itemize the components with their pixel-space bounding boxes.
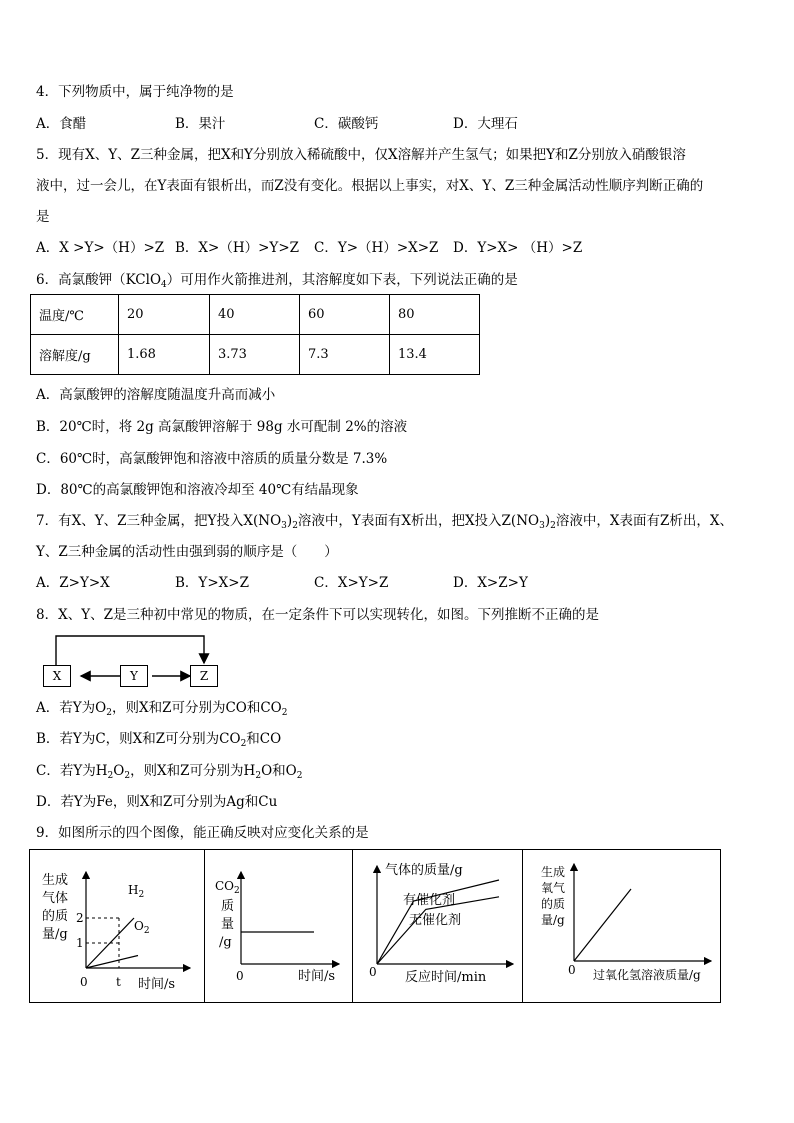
q7-stem-line1: 7．有X、Y、Z三种金属，把Y投入$X(NO_3)_2$溶液中，Y表面有X析出，把X投入$Z(NO_3)_2$溶液中，X表面有Z析出，X、: [36, 513, 733, 531]
q5-option-a: A．X >Y>（H）>Z: [36, 240, 165, 256]
q7-option-b: B．Y>X>Z: [175, 575, 249, 591]
graph2-ylabel-3: /g: [219, 935, 232, 950]
solubility-table: [30, 294, 480, 375]
q5-option-d: D．Y>X> （H）>Z: [453, 240, 583, 256]
graph3-ylabel: 气体的质量/g: [385, 863, 463, 878]
table-row: [31, 295, 480, 335]
q5-stem-line3: 是: [36, 209, 50, 225]
graph-4: [523, 850, 722, 1004]
q7-stem-line2: Y、Z三种金属的活动性由强到弱的顺序是（ ）: [36, 544, 338, 560]
diagram-box-y: Y: [120, 665, 148, 687]
q5-option-b: B．X>（H）>Y>Z: [175, 240, 300, 256]
q5-options: [36, 239, 582, 257]
table-cell: 3.73: [210, 335, 300, 375]
x-axis-label: 反应时间/min: [405, 970, 487, 985]
q8-option-a: A．若Y为$O_2$，则X和Z可分别为CO和$CO_2$: [36, 700, 288, 718]
h2-label: $H_2$: [128, 883, 145, 900]
table-cell: 7.3: [300, 335, 390, 375]
svg-text:气体: 气体: [42, 891, 69, 906]
q9-stem: 9．如图所示的四个图像，能正确反映对应变化关系的是: [36, 825, 369, 841]
q4-stem: 4．下列物质中，属于纯净物的是: [36, 84, 234, 100]
o2-label: $O_2$: [134, 919, 150, 936]
q7-option-d: D．X>Z>Y: [453, 575, 528, 591]
graph-3: [353, 850, 524, 1004]
q8-option-c: C．若Y为$H_2O_2$，则X和Z可分别为$H_2O$和$O_2$: [36, 763, 303, 781]
origin-label: 0: [236, 969, 244, 983]
q8-option-d: D．若Y为Fe，则X和Z可分别为Ag和Cu: [36, 794, 278, 810]
q6-option-b: B．20℃时，将 2g 高氯酸钾溶解于 98g 水可配制 2%的溶液: [36, 419, 408, 435]
q8-stem: 8．X、Y、Z是三种初中常见的物质，在一定条件下可以实现转化，如图。下列推断不正确的是: [36, 607, 599, 623]
table-cell: 40: [210, 295, 300, 335]
q8-option-b: B．若Y为C，则X和Z可分别为$CO_2$和CO: [36, 731, 282, 749]
svg-text:量/g: 量/g: [42, 927, 68, 942]
graph-1: [30, 850, 206, 1004]
table-cell: 温度/℃: [31, 295, 119, 335]
graph1-ylabel: [42, 872, 68, 942]
graph2-ylabel-co2: $CO_2$: [215, 879, 240, 896]
diagram-box-z: Z: [190, 665, 218, 687]
graph-panel-2: [204, 849, 353, 1003]
table-row: [31, 335, 480, 375]
q5-stem-line1: 5．现有X、Y、Z三种金属，把X和Y分别放入稀硫酸中，仅X溶解并产生氢气；如果把Y和Z分别放入硝酸银溶: [36, 147, 686, 163]
q4-option-c: C．碳酸钙: [314, 116, 379, 132]
x-tick-t: t: [116, 975, 121, 989]
with-catalyst-label: 有催化剂: [403, 893, 456, 908]
table-cell: 20: [119, 295, 210, 335]
q4-options: [36, 115, 518, 133]
graph-panel-1: [29, 849, 205, 1003]
o2-series-line: [86, 956, 138, 969]
no-catalyst-label: 无催化剂: [409, 913, 462, 928]
q6-option-c: C．60℃时，高氯酸钾饱和溶液中溶质的质量分数是 7.3%: [36, 451, 388, 467]
graph-2: [205, 850, 354, 1004]
svg-text:生成: 生成: [541, 865, 566, 879]
o2-series-line: [574, 889, 631, 961]
q7-option-a: A．Z>Y>X: [36, 575, 110, 591]
graph-panel-4: [522, 849, 721, 1003]
x-axis-label: 时间/s: [138, 977, 176, 992]
y-tick-2: 2: [76, 911, 84, 925]
q7-options: [36, 574, 528, 592]
q4-option-a: A．食醋: [36, 116, 87, 132]
table-cell: 13.4: [390, 335, 480, 375]
diagram-box-x: X: [43, 665, 71, 687]
q5-stem-line2: 液中，过一会儿，在Y表面有银析出，而Z没有变化。根据以上事实，对X、Y、Z三种金属活动性顺序判断正确的: [36, 178, 704, 194]
x-axis-label: 过氧化氢溶液质量/g: [593, 968, 701, 982]
arrow-x-to-z: [56, 636, 204, 665]
table-cell: 60: [300, 295, 390, 335]
q4-option-d: D．大理石: [453, 116, 518, 132]
q6-option-a: A．高氯酸钾的溶解度随温度升高而减小: [36, 387, 276, 403]
x-axis-label: 时间/s: [298, 969, 336, 984]
q7-option-c: C．X>Y>Z: [314, 575, 389, 591]
svg-text:量/g: 量/g: [541, 913, 565, 927]
y-tick-1: 1: [76, 936, 84, 950]
q6-stem: 6．高氯酸钾（KClO$_4$）可用作火箭推进剂，其溶解度如下表，下列说法正确的是: [36, 272, 518, 290]
table-cell: 1.68: [119, 335, 210, 375]
q4-option-b: B．果汁: [175, 116, 226, 132]
svg-text:的质: 的质: [541, 897, 566, 911]
svg-text:氧气: 氧气: [541, 881, 566, 895]
graph4-ylabel: [541, 864, 565, 927]
q5-option-c: C．Y>（H）>X>Z: [314, 240, 439, 256]
graph-panel-3: [352, 849, 523, 1003]
table-cell: 溶解度/g: [31, 335, 119, 375]
origin-label: 0: [80, 975, 88, 989]
q6-option-d: D．80℃的高氯酸钾饱和溶液冷却至 40℃有结晶现象: [36, 482, 359, 498]
origin-label: 0: [568, 963, 576, 977]
origin-label: 0: [369, 965, 377, 979]
table-cell: 80: [390, 295, 480, 335]
svg-text:生成: 生成: [42, 873, 69, 888]
graph2-ylabel-1: 质: [221, 899, 235, 914]
svg-text:的质: 的质: [42, 909, 69, 924]
graph2-ylabel-2: 量: [221, 917, 235, 932]
